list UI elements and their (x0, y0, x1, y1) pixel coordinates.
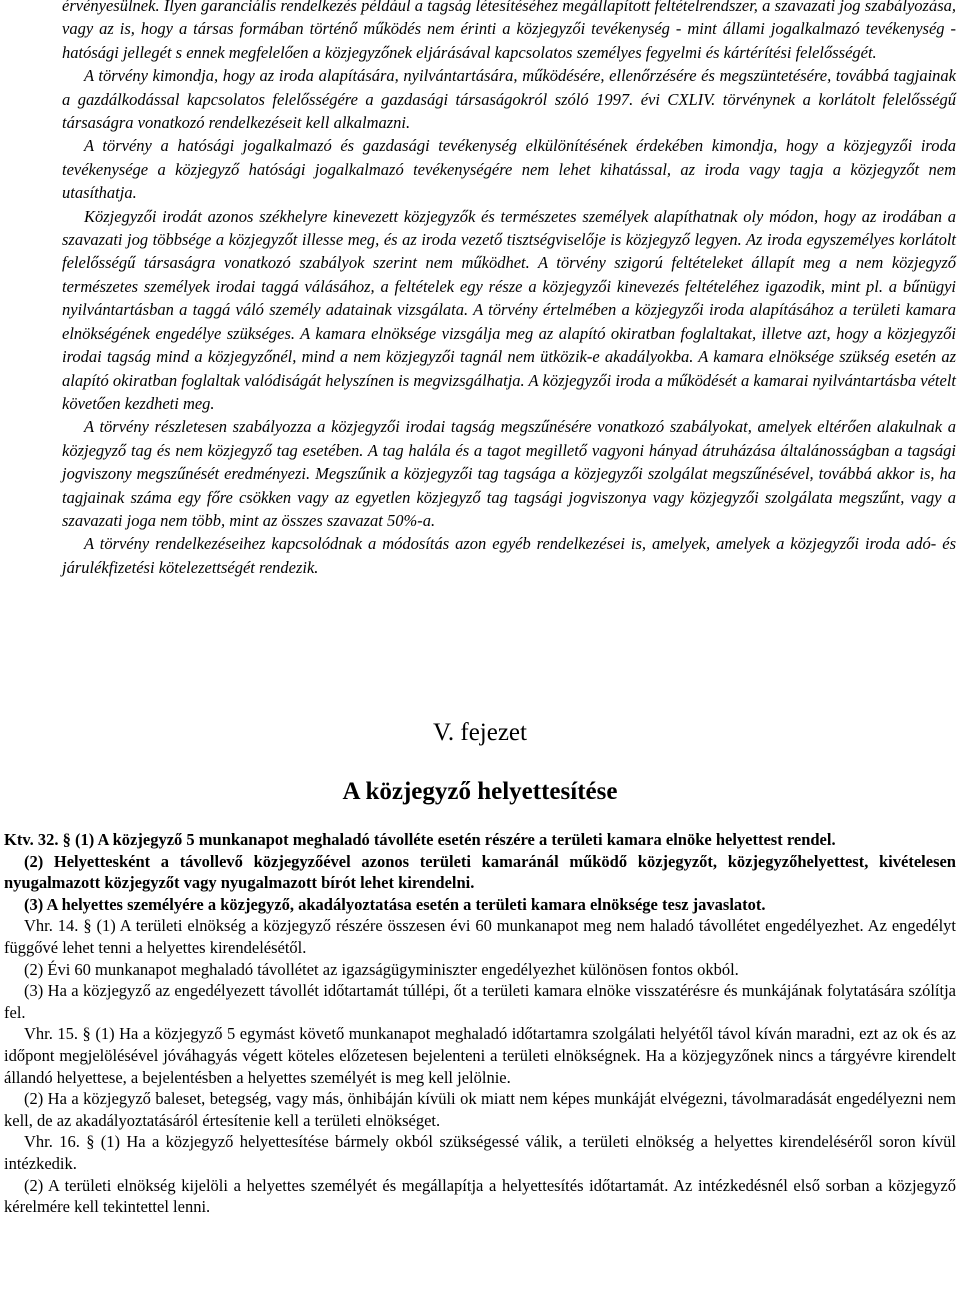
chapter-number: V. fejezet (433, 719, 527, 746)
commentary-section (62, 0, 956, 579)
paragraph-founding: Közjegyzői irodát azonos székhelyre kinevezett közjegyzők és természetes személyek alapíthatnak oly módon, hogy az irodában a szavazati jog többsége a közjegyzőt illesse meg, és az iroda vezető tisztségviselője is közjegyző legyen. Az iroda egyszemélyes korlátolt felelősségű társaságra vonatkozó szabályok szerint nem működhet. A törvény szigorú feltételeket állapít meg a nem közjegyző természetes személyek irodai taggá válásához, a feltételek egy része a közjegyzői kinevezés feltételéhez igazodik, mint pl. a bűnügyi nyilvántartásban a taggá váló személy adatainak vizsgálata. A törvény értelmében a közjegyzői iroda alapításához a területi kamara elnökségének engedélye szükséges. A kamara elnöksége vizsgálja meg az alapító okiratban foglaltakat, illetve azt, hogy a közjegyzői irodai tagság mind a közjegyzőnél, mind a nem közjegyzői tagnál nem ütközik-e akadályokba. A kamara elnöksége szükség esetén az alapító okiratban foglaltak valódiságát helyszínen is megvizsgálhatja. A közjegyzői iroda a működését a kamarai nyilvántartásba vételt követően kezdheti meg. (62, 206, 956, 413)
paragraph-tax-provisions: A törvény rendelkezéseihez kapcsolódnak a módosítás azon egyéb rendelkezései is, amelyek, amelyek a közjegyzői iroda adó- és járulékfizetési kötelezettségét rendezik. (62, 534, 956, 577)
statute-paragraph: Ktv. 32. § (1) A közjegyző 5 munkanapot meghaladó távolléte esetén részére a területi kamara elnöke helyettest rendel. (4, 830, 836, 849)
statute-paragraph: Vhr. 15. § (1) Ha a közjegyző 5 egymást követő munkanapot meghaladó időtartamra szolgálati helyétől távol kíván maradni, ezt az ok és az időpont megjelölésével jóváhagyás végett köteles előzetesen bejelenteni a területi elnökségnek. Ha a közjegyzőnek nincs a tárgyévre kirendelt állandó helyettese, a bejelentésben a helyettes személyét is meg kell jelölnie. (4, 1024, 956, 1087)
statute-paragraph: (2) Helyettesként a távollevő közjegyzőével azonos területi kamaránál működő közjegyzőt, közjegyzőhelyettest, kivételesen nyugalmazott közjegyzőt vagy nyugalmazott bírót lehet kirendelni. (4, 851, 956, 893)
statute-section (4, 829, 956, 1218)
chapter-title: A közjegyző helyettesítése (342, 778, 618, 805)
statute-paragraph: (3) Ha a közjegyző az engedélyezett távollét időtartamát túllépi, őt a területi kamara elnöke visszatérésre és munkájának folytatására szólítja fel. (4, 981, 956, 1022)
statute-paragraph: (2) Évi 60 munkanapot meghaladó távollétet az igazságügyminiszter engedélyezhet különösen fontos okból. (24, 959, 739, 979)
statute-paragraph: (3) A helyettes személyére a közjegyző, akadályoztatása esetén a területi kamara elnöksége tesz javaslatot. (24, 894, 766, 914)
statute-paragraph: (2) A területi elnökség kijelöli a helyettes személyét és megállapítja a helyettesítés időtartamát. Az intézkedésnél első sorban a közjegyző kérelmére kell tekintettel lenni. (4, 1175, 956, 1217)
paragraph-separation: A törvény a hatósági jogalkalmazó és gazdasági tevékenység elkülönítésének érdekében kimondja, hogy a közjegyzői iroda tevékenysége a közjegyző hatósági jogalkalmazó tevékenységére nem lehet kihatással, az iroda vagy tagja a közjegyzőt nem utasíthatja. (62, 136, 956, 203)
statute-paragraph: (2) Ha a közjegyző baleset, betegség, vagy más, önhibáján kívüli ok miatt nem képes munkáját elvégezni, távolmaradását engedélyezni nem kell, de az akadályoztatásáról értesítenie kell a területi elnökséget. (4, 1089, 956, 1130)
paragraph-membership-termination: A törvény részletesen szabályozza a közjegyzői irodai tagság megszűnésére vonatkozó szabályokat, amelyek eltérően alakulnak a közjegyző tag és nem közjegyző tag esetében. A tag halála és a tagot megillető vagyoni hányad átruházása általánosságban a tagsági jogviszony megszűnését eredményezi. Megszűnik a közjegyzői tag tagsága a közjegyzői szolgálat megszűnésével, továbbá akkor is, ha tagjainak száma egy főre csökken vagy az egyetlen közjegyző tag tagsági jogviszonya vagy közjegyzői szolgálata megszűnt, vagy a szavazati joga nem több, mint az összes szavazat 50%-a. (62, 417, 956, 530)
paragraph-formation-rules: A törvény kimondja, hogy az iroda alapítására, nyilvántartására, működésére, ellenőrzésére és megszüntetésére, továbbá tagjainak a gazdálkodással kapcsolatos felelősségére a gazdasági társaságokról szóló 1997. évi CXLIV. törvénynek a korlátolt felelősségű társaságra vonatkozó rendelkezéseit kell alkalmazni. (62, 66, 956, 133)
paragraph-continuation: érvényesülnek. Ilyen garanciális rendelkezés például a tagság létesítéséhez megállapított feltételrendszer, a szavazati jog szabályozása, vagy az is, hogy a társas formában történő működés nem érinti a közjegyzői tevékenység - mint állami jogalkalmazó tevékenység - hatósági jellegét s ennek megfelelően a közjegyzőnek eljárásával kapcsolatos személyes fegyelmi és kártérítési felelősségét. (62, 0, 956, 62)
statute-paragraph: Vhr. 14. § (1) A területi elnökség a közjegyző részére összesen évi 60 munkanapot meg nem haladó távollétet engedélyezhet. Az engedélyt függővé lehet tenni a helyettes kirendelésétől. (4, 916, 956, 957)
statute-paragraph: Vhr. 16. § (1) Ha a közjegyző helyettesítése bármely okból szükségessé válik, a területi elnökség a helyettes kirendeléséről soron kívül intézkedik. (4, 1132, 956, 1173)
